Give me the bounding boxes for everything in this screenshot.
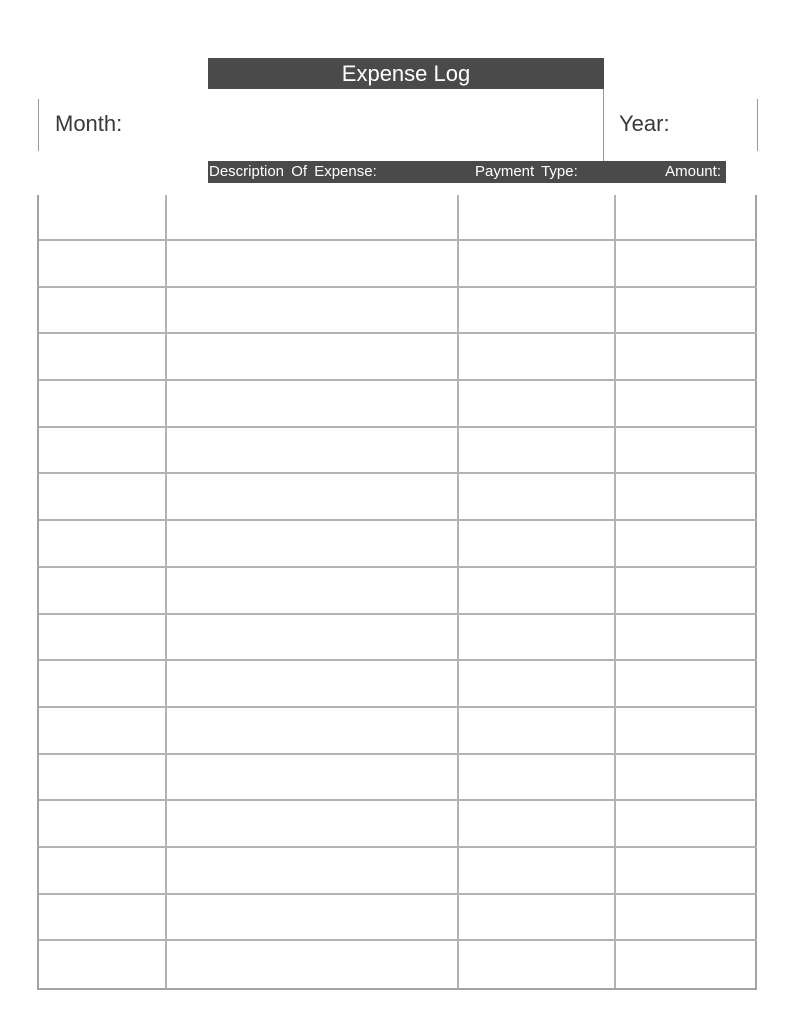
payment-type-cell[interactable] [459, 895, 616, 942]
amount-cell[interactable] [616, 801, 757, 848]
payment-type-cell[interactable] [459, 521, 616, 568]
description-cell[interactable] [167, 568, 459, 615]
payment-type-cell[interactable] [459, 708, 616, 755]
date-cell[interactable] [39, 615, 167, 662]
payment-type-cell[interactable] [459, 241, 616, 288]
date-cell[interactable] [39, 428, 167, 475]
column-header-amount: Amount: [665, 163, 721, 180]
description-cell[interactable] [167, 895, 459, 942]
payment-type-cell[interactable] [459, 428, 616, 475]
date-cell[interactable] [39, 381, 167, 428]
description-cell[interactable] [167, 801, 459, 848]
description-cell[interactable] [167, 241, 459, 288]
date-cell[interactable] [39, 521, 167, 568]
page-title: Expense Log [208, 58, 604, 89]
payment-type-cell[interactable] [459, 381, 616, 428]
payment-type-cell[interactable] [459, 801, 616, 848]
payment-type-cell[interactable] [459, 288, 616, 335]
date-cell[interactable] [39, 848, 167, 895]
amount-cell[interactable] [616, 195, 757, 241]
year-label: Year: [619, 111, 670, 136]
date-cell[interactable] [39, 661, 167, 708]
amount-cell[interactable] [616, 334, 757, 381]
description-cell[interactable] [167, 615, 459, 662]
payment-type-cell[interactable] [459, 195, 616, 241]
payment-type-cell[interactable] [459, 661, 616, 708]
amount-cell[interactable] [616, 708, 757, 755]
payment-type-cell[interactable] [459, 474, 616, 521]
amount-cell[interactable] [616, 941, 757, 988]
date-cell[interactable] [39, 801, 167, 848]
amount-cell[interactable] [616, 661, 757, 708]
amount-cell[interactable] [616, 241, 757, 288]
payment-type-cell[interactable] [459, 615, 616, 662]
date-cell[interactable] [39, 334, 167, 381]
description-cell[interactable] [167, 708, 459, 755]
year-right-divider [757, 99, 758, 151]
amount-cell[interactable] [616, 474, 757, 521]
date-cell[interactable] [39, 241, 167, 288]
column-header-bar [208, 161, 726, 183]
column-header-description: Description Of Expense: [209, 163, 377, 180]
column-header-payment-type: Payment Type: [475, 163, 578, 180]
description-cell[interactable] [167, 848, 459, 895]
payment-type-cell[interactable] [459, 941, 616, 988]
amount-cell[interactable] [616, 521, 757, 568]
amount-cell[interactable] [616, 615, 757, 662]
date-cell[interactable] [39, 708, 167, 755]
amount-cell[interactable] [616, 895, 757, 942]
description-cell[interactable] [167, 755, 459, 802]
date-cell[interactable] [39, 474, 167, 521]
date-cell[interactable] [39, 288, 167, 335]
description-cell[interactable] [167, 661, 459, 708]
description-cell[interactable] [167, 195, 459, 241]
payment-type-cell[interactable] [459, 848, 616, 895]
payment-type-cell[interactable] [459, 568, 616, 615]
expense-log-table [37, 195, 757, 990]
amount-cell[interactable] [616, 428, 757, 475]
description-cell[interactable] [167, 428, 459, 475]
amount-cell[interactable] [616, 381, 757, 428]
amount-cell[interactable] [616, 568, 757, 615]
month-year-divider [603, 89, 604, 161]
date-cell[interactable] [39, 568, 167, 615]
date-cell[interactable] [39, 755, 167, 802]
description-cell[interactable] [167, 474, 459, 521]
amount-cell[interactable] [616, 288, 757, 335]
month-left-divider [38, 99, 39, 151]
month-label: Month: [55, 111, 123, 136]
amount-cell[interactable] [616, 848, 757, 895]
description-cell[interactable] [167, 941, 459, 988]
date-cell[interactable] [39, 195, 167, 241]
amount-cell[interactable] [616, 755, 757, 802]
description-cell[interactable] [167, 521, 459, 568]
description-cell[interactable] [167, 381, 459, 428]
payment-type-cell[interactable] [459, 334, 616, 381]
description-cell[interactable] [167, 334, 459, 381]
date-cell[interactable] [39, 895, 167, 942]
description-cell[interactable] [167, 288, 459, 335]
date-cell[interactable] [39, 941, 167, 988]
payment-type-cell[interactable] [459, 755, 616, 802]
